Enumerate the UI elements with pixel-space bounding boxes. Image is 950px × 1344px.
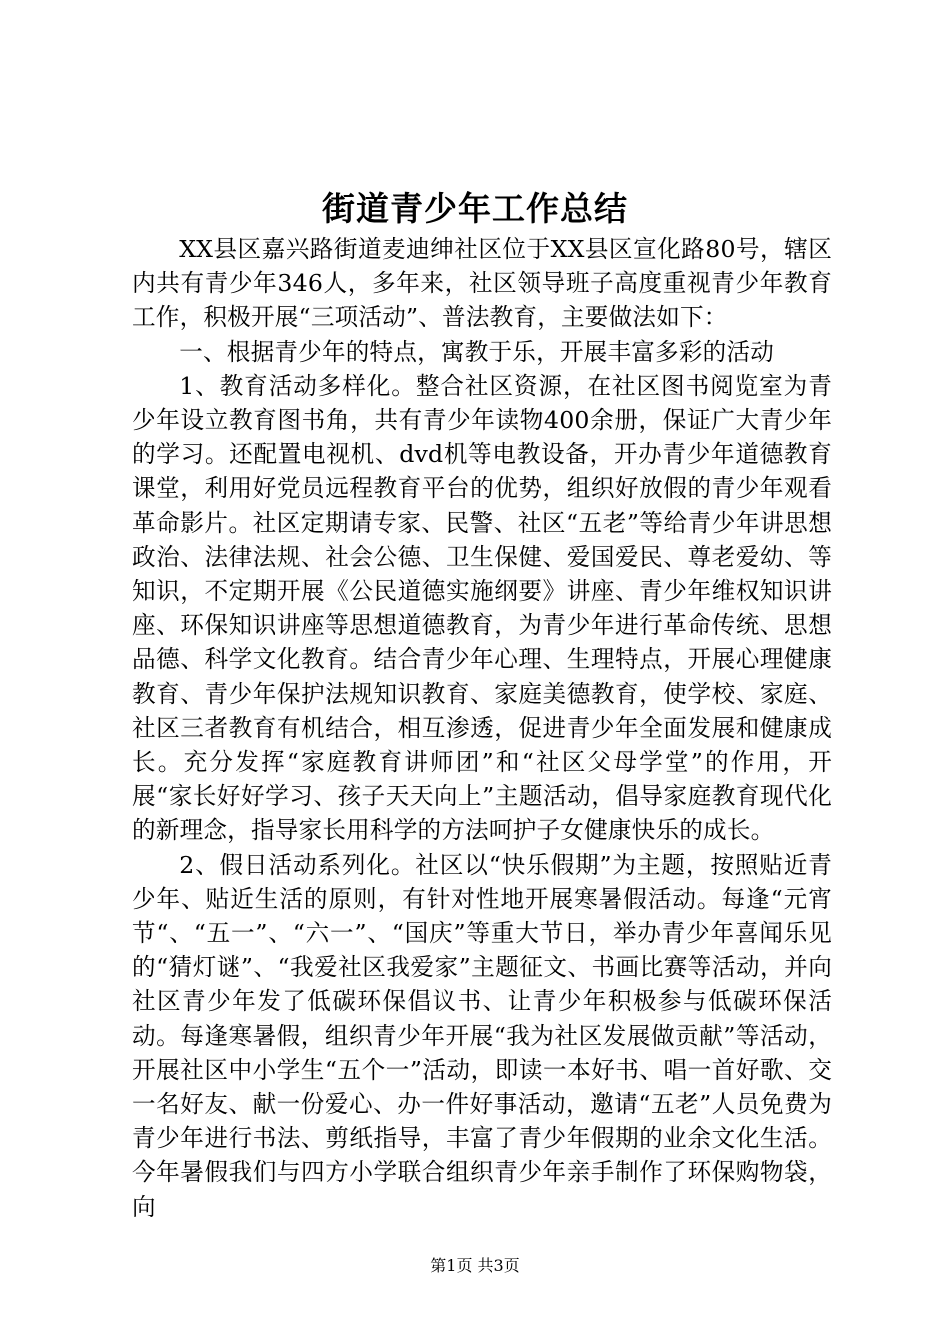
paragraph-holiday-activities: 2、假日活动系列化。社区以“快乐假期”为主题，按照贴近青少年、贴近生活的原则，有针对性地开展寒暑假活动。每逢“元宵节“、“五一”、“六一”、“国庆”等重大节日，举办青少年喜闻乐见的“猜灯谜”、“我爱社区我爱家”主题征文、书画比赛等活动，并向社区青少年发了低碳环保倡议书、让青少年积极参与低碳环保活动。每逢寒暑假，组织青少年开展“我为社区发展做贡献”等活动，开展社区中小学生“五个一”活动，即读一本好书、唱一首好歌、交一名好友、献一份爱心、办一件好事活动，邀请“五老”人员免费为青少年进行书法、剪纸指导，丰富了青少年假期的业余文化生活。今年暑假我们与四方小学联合组织青少年亲手制作了环保购物袋，向 [132,850,832,1221]
document-body [132,232,832,1224]
document-title: 街道青少年工作总结 [322,189,628,228]
paragraph-education-activities: 1、教育活动多样化。整合社区资源，在社区图书阅览室为青少年设立教育图书角，共有青少年读物400余册，保证广大青少年的学习。还配置电视机、dvd机等电教设备，开办青少年道德教育课堂，利用好党员远程教育平台的优势，组织好放假的青少年观看革命影片。社区定期请专家、民警、社区“五老”等给青少年讲思想政治、法律法规、社会公德、卫生保健、爱国爱民、尊老爱幼、等知识，不定期开展《公民道德实施纲要》讲座、青少年维权知识讲座、环保知识讲座等思想道德教育，为青少年进行革命传统、思想品德、科学文化教育。结合青少年心理、生理特点，开展心理健康教育、青少年保护法规知识教育、家庭美德教育，使学校、家庭、社区三者教育有机结合，相互渗透，促进青少年全面发展和健康成长。充分发挥“家庭教育讲师团”和“社区父母学堂”的作用，开展“家长好好学习、孩子天天向上”主题活动，倡导家庭教育现代化的新理念，指导家长用科学的方法呵护子女健康快乐的成长。 [132,371,832,845]
paragraph-intro: XX县区嘉兴路街道麦迪绅社区位于XX县区宣化路80号，辖区内共有青少年346人，多年来，社区领导班子高度重视青少年教育工作，积极开展“三项活动”、普法教育，主要做法如下： [132,235,832,332]
section-heading: 一、根据青少年的特点，寓教于乐，开展丰富多彩的活动 [179,337,775,366]
page-footer: 第1页 共3页 [430,1256,520,1275]
